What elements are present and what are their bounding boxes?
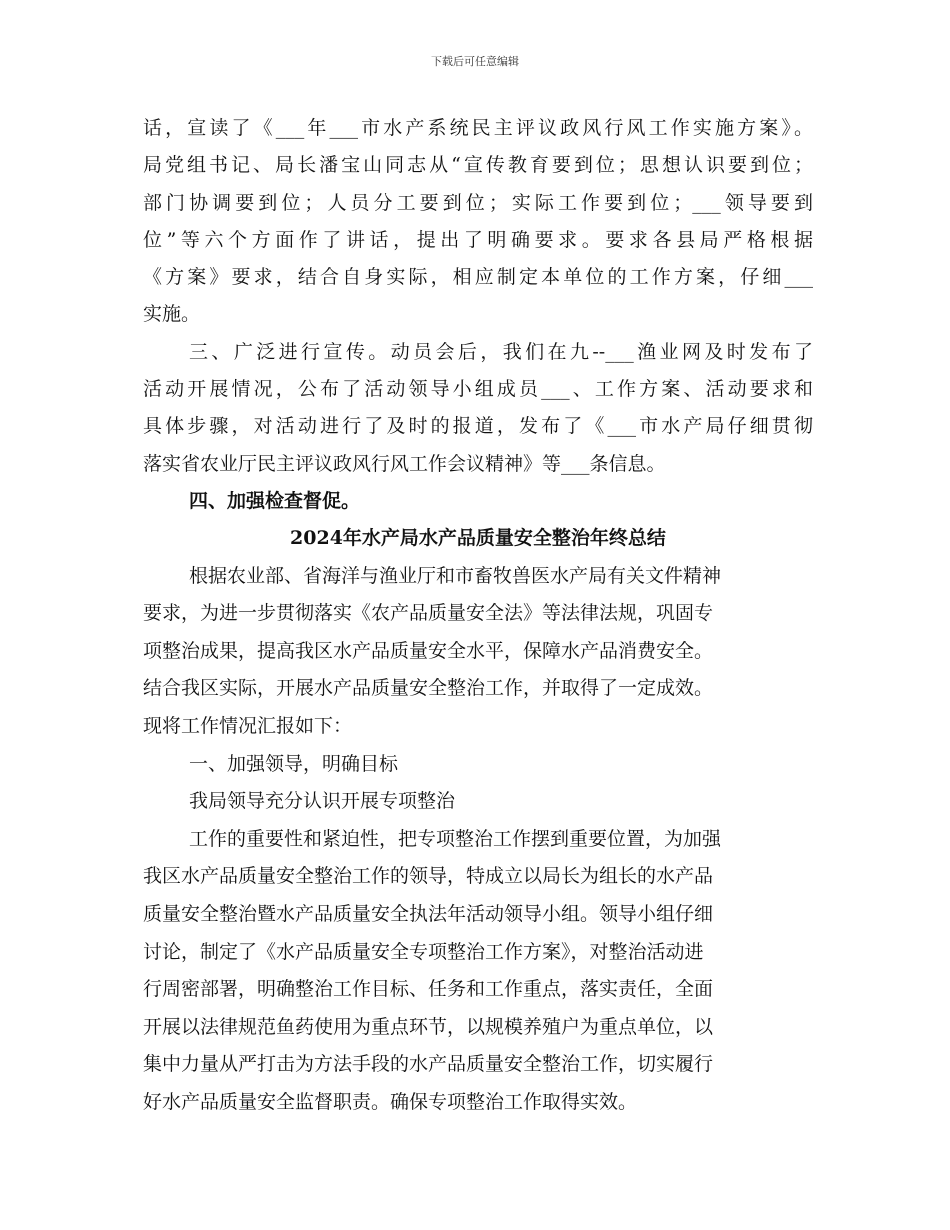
document-title: 2024年水产局水产品质量安全整治年终总结 [290, 527, 666, 550]
text-line: 落实省农业厅民主评议政风行风工作会议精神》等___条信息。 [143, 452, 666, 475]
text-line: 质量安全整治暨水产品质量安全执法年活动领导小组。领导小组仔细 [143, 902, 714, 925]
text-line: 话，宣读了《___年___市水产系统民主评议政风行风工作实施方案》。 [143, 117, 813, 139]
section-heading: 一、加强领导，明确目标 [189, 752, 399, 775]
text-line: 我区水产品质量安全整治工作的领导，特成立以局长为组长的水产品 [143, 865, 714, 888]
text-line: 局党组书记、局长潘宝山同志从“宣传教育要到位；思想认识要到位； [143, 154, 813, 177]
text-line: 集中力量从严打击为方法手段的水产品质量安全整治工作，切实履行 [143, 1053, 714, 1076]
text-line: 工作的重要性和紧迫性，把专项整治工作摆到重要位置，为加强 [189, 827, 722, 850]
text-line: 项整治成果，提高我区水产品质量安全水平，保障水产品消费安全。 [143, 639, 714, 662]
section-heading: 四、加强检查督促。 [189, 489, 361, 512]
text-line: 《方案》要求，结合自身实际，相应制定本单位的工作方案，仔细___ [143, 266, 813, 289]
text-line: 我局领导充分认识开展专项整治 [189, 790, 456, 813]
text-line: 三、广泛进行宣传。动员会后，我们在九--___渔业网及时发布了 [189, 340, 813, 363]
text-line: 位”等六个方面作了讲话，提出了明确要求。要求各县局严格根据 [143, 228, 813, 251]
document-body [143, 110, 813, 1121]
text-line: 讨论，制定了《水产品质量安全专项整治工作方案》，对整治活动进 [143, 940, 704, 963]
text-line: 现将工作情况汇报如下： [143, 714, 353, 737]
text-line: 具体步骤，对活动进行了及时的报道，发布了《___市水产局仔细贯彻 [143, 415, 813, 438]
text-line: 实施。 [143, 303, 201, 326]
page-header: 下载后可任意编辑 [431, 55, 519, 68]
text-line: 要求，为进一步贯彻落实《农产品质量安全法》等法律法规，巩固专 [143, 602, 714, 625]
text-line: 部门协调要到位；人员分工要到位；实际工作要到位；___领导要到 [143, 191, 813, 214]
text-line: 根据农业部、省海洋与渔业厅和市畜牧兽医水产局有关文件精神 [189, 564, 722, 587]
text-line: 结合我区实际，开展水产品质量安全整治工作，并取得了一定成效。 [143, 677, 714, 700]
text-line: 行周密部署，明确整治工作目标、任务和工作重点，落实责任，全面 [143, 978, 714, 1001]
text-line: 好水产品质量安全监督职责。确保专项整治工作取得实效。 [143, 1090, 638, 1113]
text-line: 活动开展情况，公布了活动领导小组成员___、工作方案、活动要求和 [143, 378, 813, 401]
text-line: 开展以法律规范鱼药使用为重点环节，以规模养殖户为重点单位，以 [143, 1015, 714, 1038]
